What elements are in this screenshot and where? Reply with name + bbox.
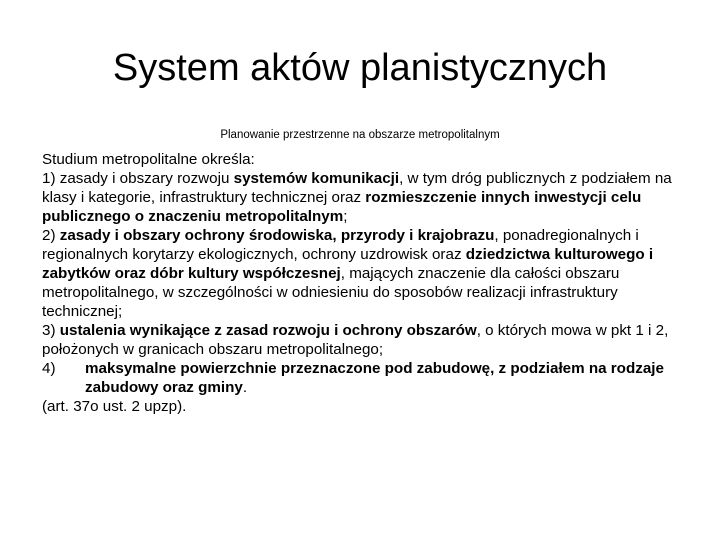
item-text-part: , ponadregionalnych i regionalnych korytarzy ekologicznych, ochrony uzdrowisk oraz (42, 227, 639, 263)
intro-line: Studium metropolitalne określa: (42, 151, 255, 168)
item-text-part: , w tym dróg publicznych z podziałem na klasy i kategorie, infrastruktury technicznej oraz (42, 170, 672, 206)
list-item-2 (42, 226, 682, 321)
list-item-3 (42, 321, 682, 359)
item-text-bold: zasady i obszary ochrony środowiska, przyrody i krajobrazu (59, 227, 495, 244)
item-number: 4) (42, 360, 56, 377)
item-text-bold: dziedzictwa kulturowego i zabytków oraz dóbr kultury współczesnej (42, 246, 654, 282)
list-item-4 (42, 359, 682, 397)
item-number: 2) (42, 227, 56, 244)
item-text-bold: ustalenia wynikające z zasad rozwoju i ochrony obszarów (59, 322, 477, 339)
item-text-part: ; (343, 208, 348, 225)
item-text (85, 359, 682, 397)
item-text-part: , o których mowa w pkt 1 i 2, położonych w granicach obszaru metropolitalnego; (42, 322, 669, 358)
item-number: 3) (42, 322, 56, 339)
item-text-part: , mających znaczenie dla całości obszaru metropolitalnego, w szczególności w odniesieniu do sposobów realizacji infrastruktury technicznej; (42, 265, 620, 320)
slide-subtitle: Planowanie przestrzenne na obszarze metropolitalnym (220, 129, 500, 141)
item-text-part: . (242, 379, 248, 396)
footer-citation: (art. 37o ust. 2 upzp). (42, 398, 187, 415)
list-item-1 (42, 169, 682, 226)
item-text-bold: systemów komunikacji (233, 170, 400, 187)
item-number: 1) (42, 170, 56, 187)
item-text-bold: rozmieszczenie innych inwestycji celu publicznego o znaczeniu metropolitalnym (42, 189, 642, 225)
slide-body (42, 150, 682, 416)
slide-title: System aktów planistycznych (112, 47, 608, 89)
item-text-bold: maksymalne powierzchnie przeznaczone pod zabudowę, z podziałem na rodzaje zabudowy oraz gminy (85, 360, 664, 396)
item-text-part: zasady i obszary rozwoju (59, 170, 234, 187)
